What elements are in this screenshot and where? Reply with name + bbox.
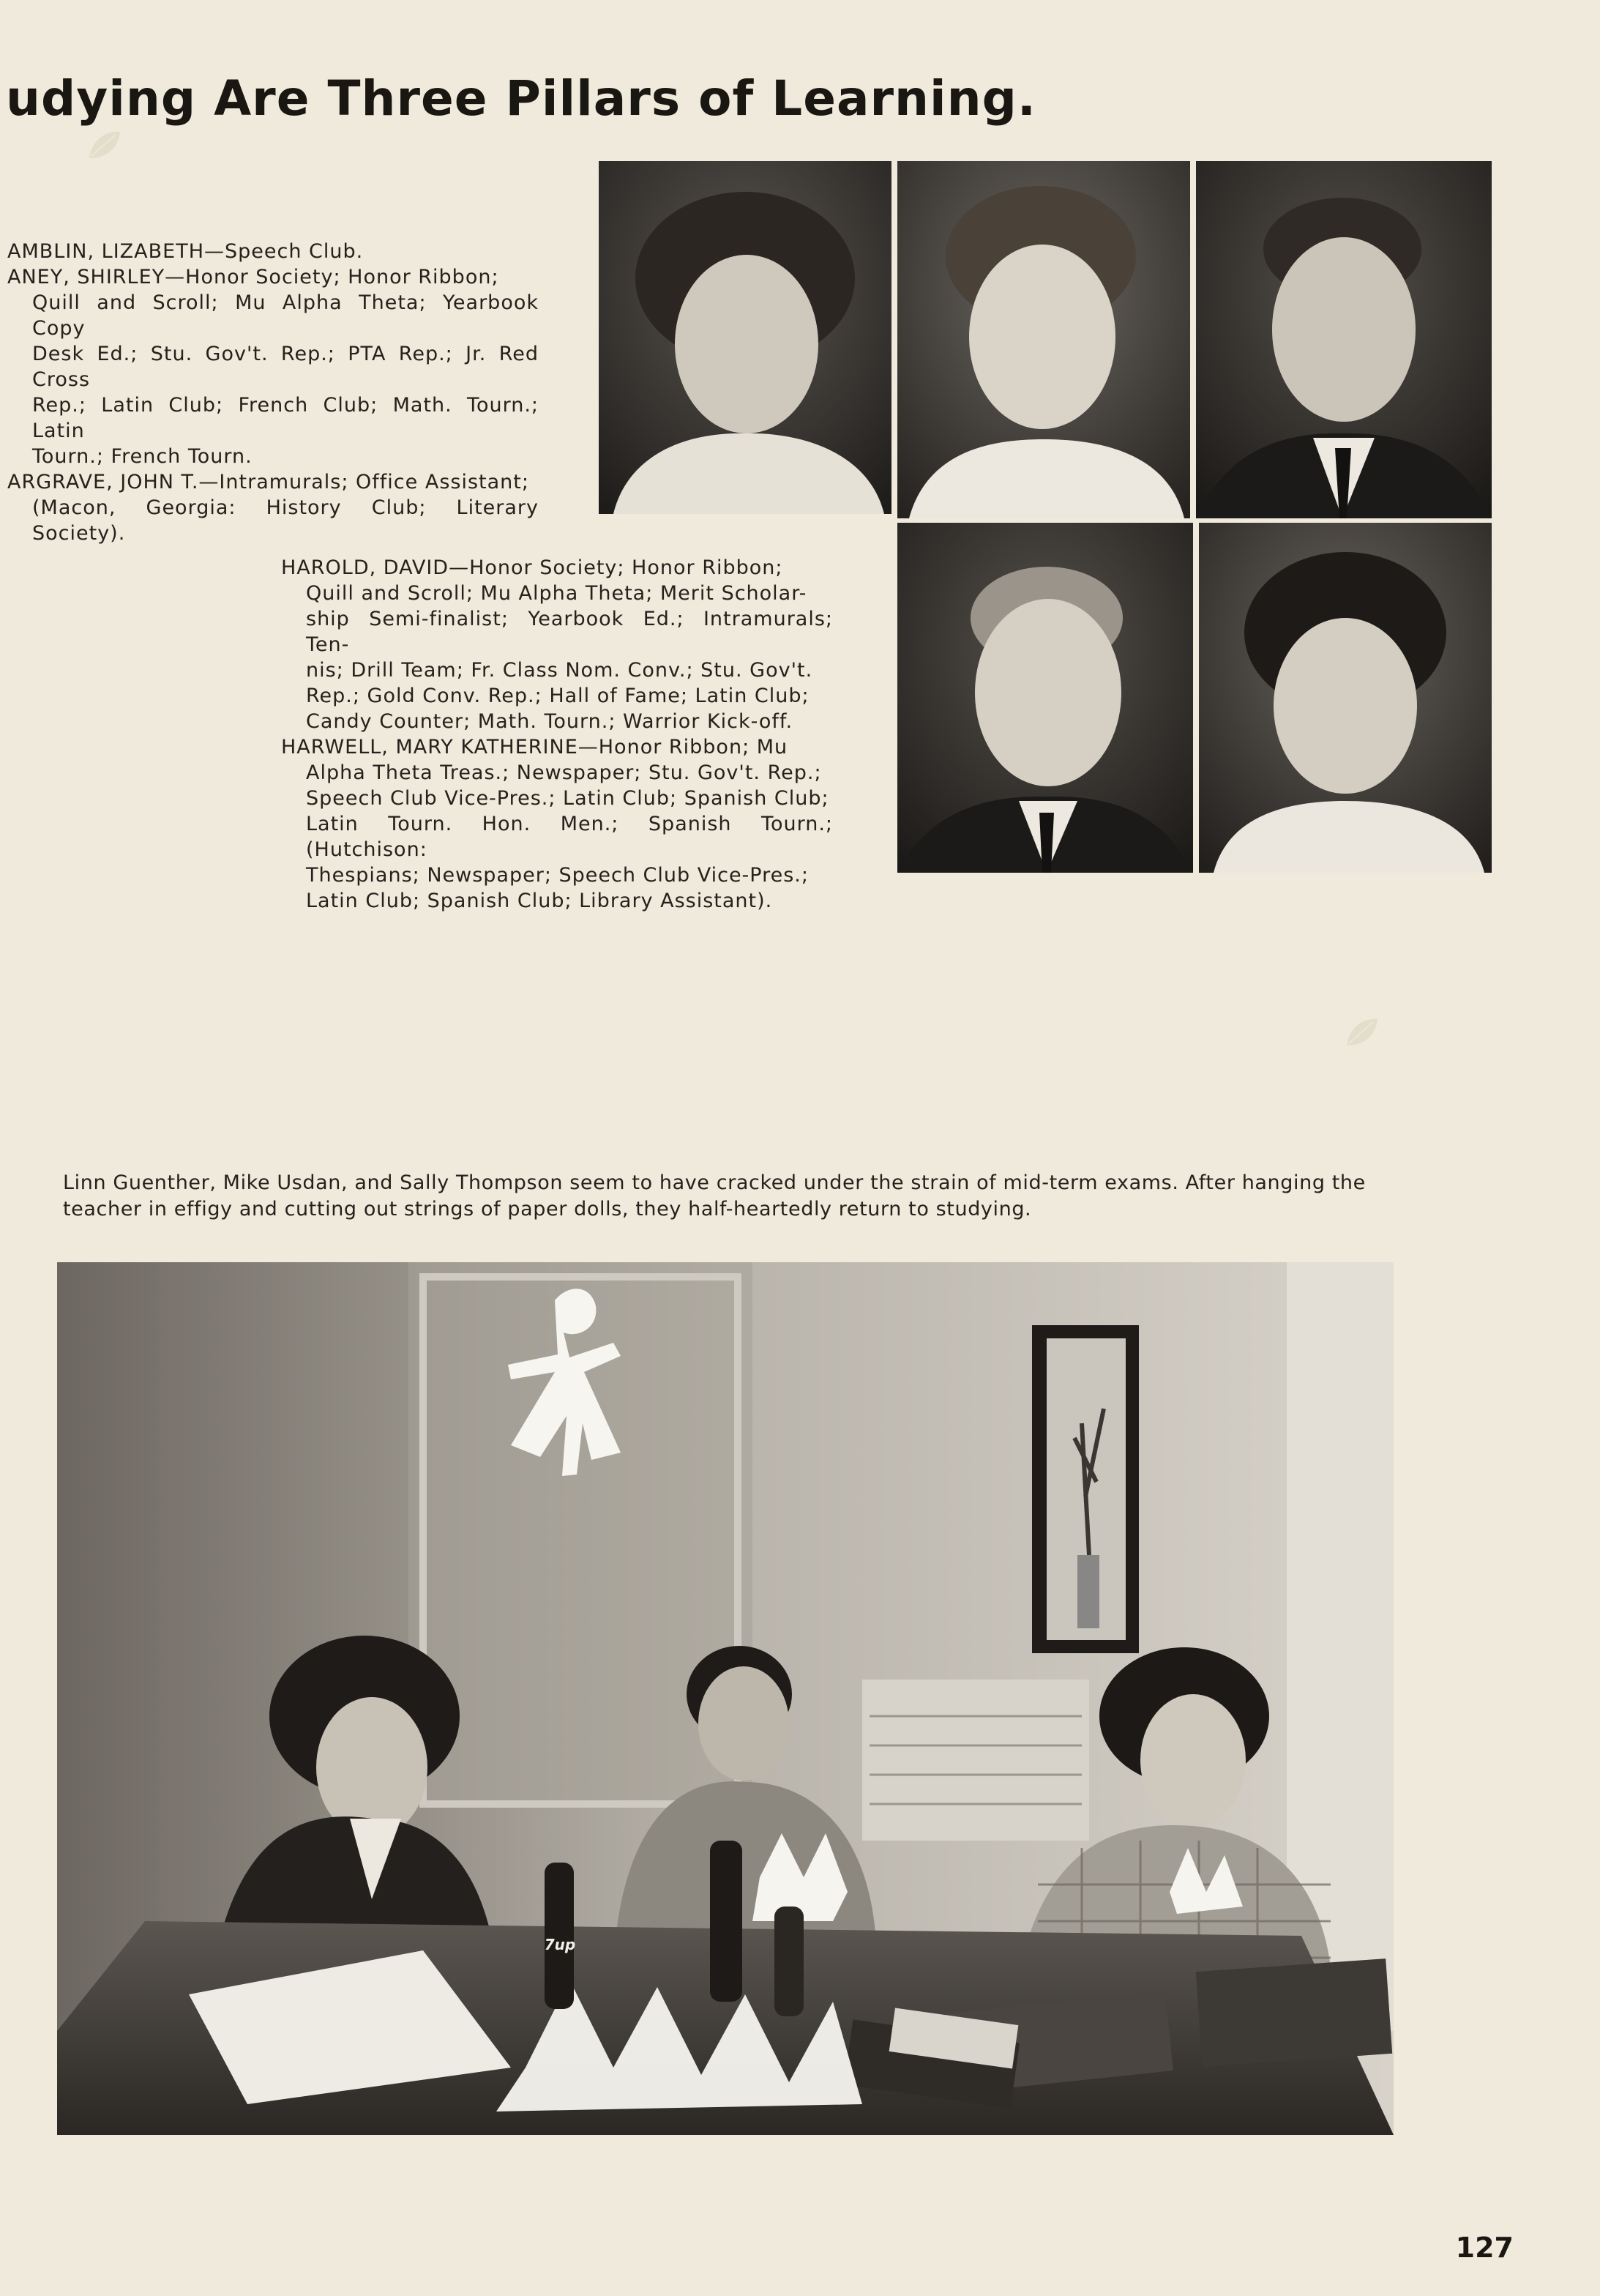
bio-entry-line: Desk Ed.; Stu. Gov't. Rep.; PTA Rep.; Jr. Red Cross: [32, 343, 539, 391]
bio-entry-line: Speech Club Vice-Pres.; Latin Club; Spanish Club;: [306, 787, 829, 810]
bio-entry-line: Tourn.; French Tourn.: [32, 445, 253, 468]
bio-entry: [281, 555, 833, 734]
bio-entry-first-line: HARWELL, MARY KATHERINE—Honor Ribbon; Mu: [281, 736, 788, 758]
bottle-label: 7up: [544, 1936, 576, 1953]
leaf-watermark-icon: [86, 129, 123, 161]
caption-line: teacher in effigy and cutting out strings of paper dolls, they half-heartedly return to studying.: [63, 1198, 1032, 1220]
bio-entry-line: (Macon, Georgia: History Club; Literary Society).: [32, 496, 539, 545]
caption-line: Linn Guenther, Mike Usdan, and Sally Thompson seem to have cracked under the strain of mid-term exams. After hanging the: [63, 1171, 1366, 1194]
bio-entry-line: Quill and Scroll; Mu Alpha Theta; Yearbook Copy: [32, 291, 539, 340]
leaf-watermark-icon: [1344, 1016, 1380, 1048]
bio-entry-line: ship Semi-finalist; Yearbook Ed.; Intramurals; Ten-: [306, 608, 833, 656]
page-headline: udying Are Three Pillars of Learning.: [6, 70, 1036, 127]
bio-entry-first-line: ANEY, SHIRLEY—Honor Society; Honor Ribbon;: [7, 266, 499, 288]
bio-entry-line: Alpha Theta Treas.; Newspaper; Stu. Gov't. Rep.;: [306, 761, 822, 784]
portrait-photo: [897, 161, 1190, 518]
page-number: 127: [1455, 2232, 1514, 2264]
bio-entry: [281, 734, 833, 914]
photo-caption: [63, 1170, 1388, 1223]
bio-entry-line: Thespians; Newspaper; Speech Club Vice-Pres.;: [306, 864, 809, 887]
portrait-photo: [1196, 161, 1492, 518]
bio-entry-first-line: ARGRAVE, JOHN T.—Intramurals; Office Assistant;: [7, 471, 529, 493]
portrait-photo: [897, 523, 1193, 873]
bio-entry-line: Rep.; Gold Conv. Rep.; Hall of Fame; Latin Club;: [306, 685, 810, 707]
bio-entry-line: Candy Counter; Math. Tourn.; Warrior Kick-off.: [306, 710, 793, 733]
bio-entry-line: Latin Club; Spanish Club; Library Assistant).: [306, 890, 773, 912]
bio-entry-line: Latin Tourn. Hon. Men.; Spanish Tourn.; (Hutchison:: [306, 813, 833, 861]
bio-block-left: [7, 239, 539, 546]
portrait-photo: [1199, 523, 1492, 873]
bio-entry-line: Quill and Scroll; Mu Alpha Theta; Merit Scholar-: [306, 582, 807, 605]
bio-entry: [7, 264, 539, 469]
group-photo: [57, 1262, 1394, 2135]
bio-block-middle: [281, 555, 833, 914]
bio-entry: [7, 469, 539, 546]
portrait-photo: [599, 161, 891, 514]
bio-entry-line: Rep.; Latin Club; French Club; Math. Tourn.; Latin: [32, 394, 539, 442]
bio-entry-first-line: AMBLIN, LIZABETH—Speech Club.: [7, 240, 364, 263]
bio-entry: [7, 239, 539, 264]
bio-entry-line: nis; Drill Team; Fr. Class Nom. Conv.; Stu. Gov't.: [306, 659, 813, 682]
bio-entry-first-line: HAROLD, DAVID—Honor Society; Honor Ribbon;: [281, 556, 783, 579]
